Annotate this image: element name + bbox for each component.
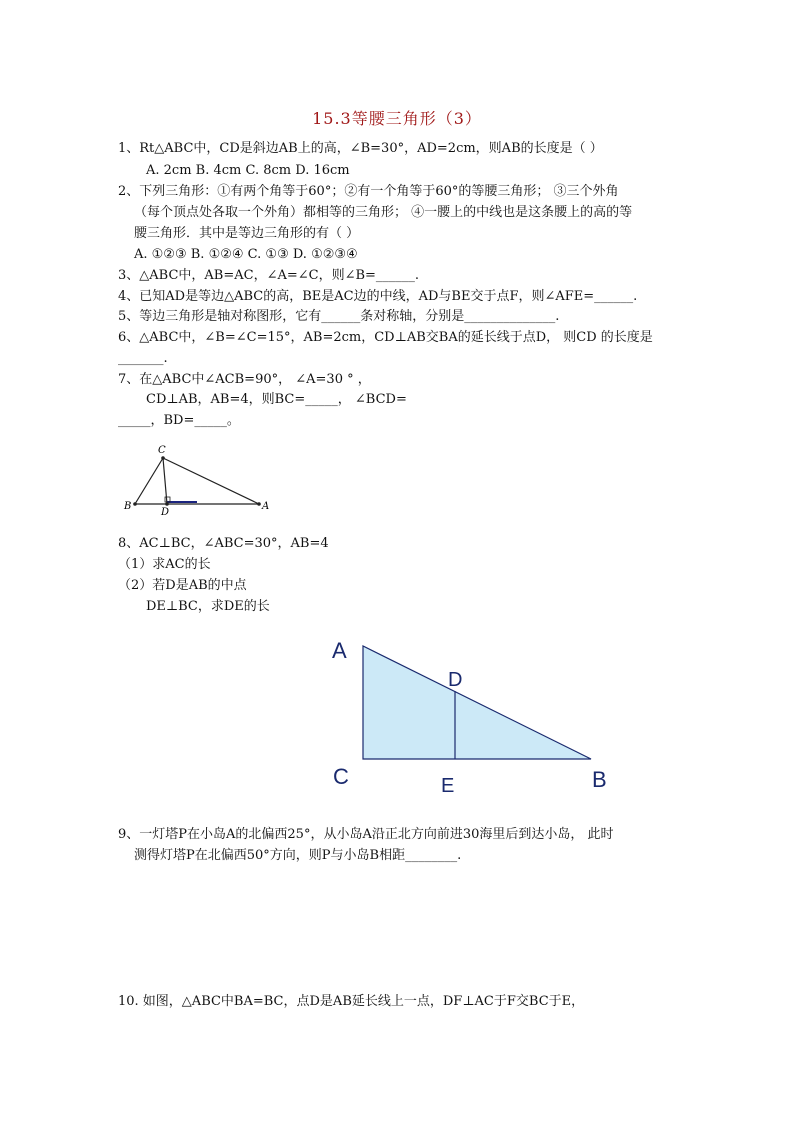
question-4: 4、已知AD是等边△ABC的高，BE是AC边的中线，AD与BE交于点F，则∠AFE=______. — [118, 289, 638, 304]
fig7-label-b: B — [124, 501, 132, 512]
figure-q8 — [320, 630, 630, 800]
question-8-line-2: （1）求AC的长 — [118, 557, 211, 572]
figure-q7 — [115, 440, 285, 520]
question-9-line-2: 测得灯塔P在北偏西50°方向，则P与小岛B相距________. — [134, 848, 462, 863]
fig8-label-c: C — [333, 764, 349, 789]
question-8-line-4: DE⊥BC，求DE的长 — [146, 599, 270, 614]
page-title: 15.3等腰三角形（3） — [312, 109, 482, 128]
question-2-line-2: （每个顶点处各取一个外角）都相等的三角形； ④一腰上的中线也是这条腰上的高的等 — [134, 205, 633, 220]
question-6-line-2: _______. — [118, 351, 168, 366]
question-7-line-2: CD⊥AB，AB=4，则BC=_____， ∠BCD= — [146, 392, 407, 407]
question-2-line-3: 腰三角形．其中是等边三角形的有（ ） — [134, 226, 360, 241]
question-2-options: A. ①②③ B. ①②④ C. ①③ D. ①②③④ — [134, 247, 358, 262]
fig8-label-d: D — [448, 669, 463, 691]
fig8-label-b: B — [592, 767, 607, 792]
question-8-line-1: 8、AC⊥BC，∠ABC=30°，AB=4 — [118, 536, 329, 551]
question-1: 1、Rt△ABC中，CD是斜边AB上的高，∠B=30°，AD=2cm，则AB的长度是（ ） — [118, 141, 603, 156]
question-2-line-1: 2、下列三角形：①有两个角等于60°；②有一个角等于60°的等腰三角形； ③三个外角 — [118, 184, 619, 199]
question-7-line-3: _____，BD=_____。 — [118, 413, 240, 428]
fig7-label-c: C — [158, 445, 166, 456]
question-8-line-3: （2）若D是AB的中点 — [118, 578, 247, 593]
question-10: 10. 如图，△ABC中BA=BC，点D是AB延长线上一点，DF⊥AC于F交BC于E， — [118, 994, 585, 1009]
question-7-line-1: 7、在△ABC中∠ACB=90°， ∠A=30 ° ， — [118, 372, 371, 387]
question-9-line-1: 9、一灯塔P在小岛A的北偏西25°，从小岛A沿正北方向前进30海里后到达小岛， 此时 — [118, 827, 614, 842]
question-5: 5、等边三角形是轴对称图形，它有______条对称轴，分别是______________. — [118, 309, 560, 324]
fig8-label-e: E — [441, 775, 455, 797]
question-3: 3、△ABC中，AB=AC，∠A=∠C，则∠B=______. — [118, 268, 420, 283]
fig8-label-a: A — [332, 638, 347, 663]
question-1-options: A. 2cm B. 4cm C. 8cm D. 16cm — [146, 163, 350, 178]
fig7-label-d: D — [161, 507, 170, 518]
question-6-line-1: 6、△ABC中，∠B=∠C=15°，AB=2cm，CD⊥AB交BA的延长线于点D， 则CD 的长度是 — [118, 330, 653, 345]
fig7-label-a: A — [262, 501, 270, 512]
